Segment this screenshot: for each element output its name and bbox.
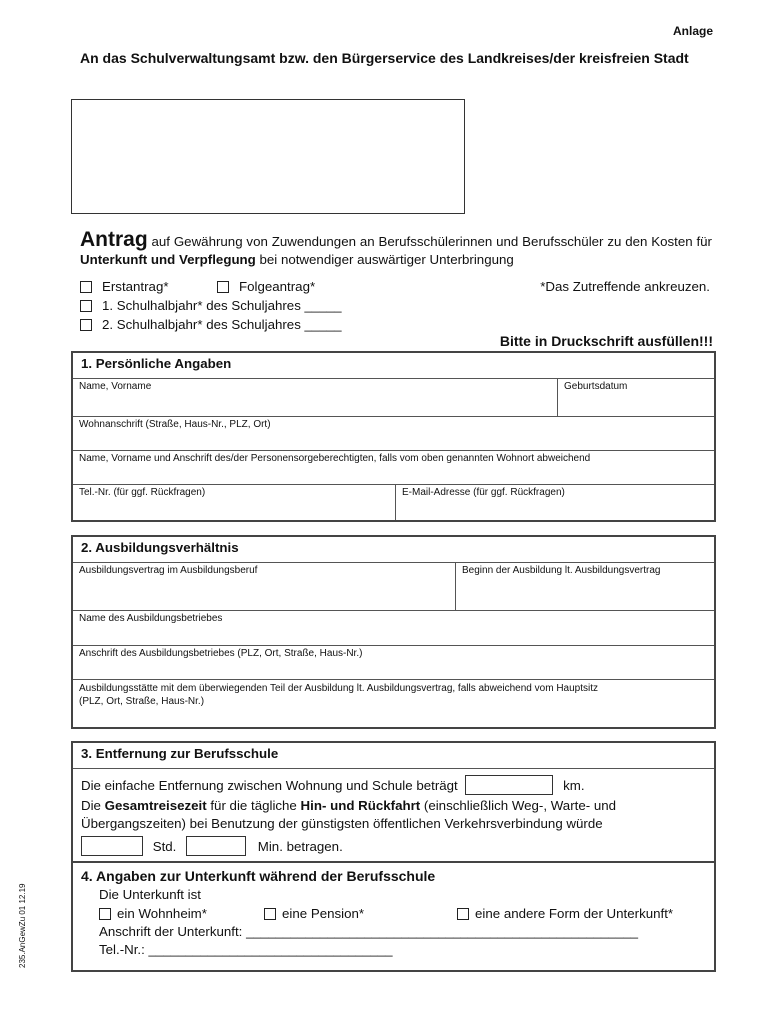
geburtsdatum-label: Geburtsdatum <box>564 381 628 392</box>
folgeantrag-option[interactable] <box>217 279 315 294</box>
wohnheim-option[interactable] <box>99 905 207 923</box>
section-2-title: 2. Ausbildungsverhältnis <box>73 537 714 563</box>
pension-option[interactable] <box>264 905 364 923</box>
tel-field[interactable] <box>73 485 395 520</box>
antrag-text: auf Gewährung von Zuwendungen an Berufsschülerinnen und Berufsschüler zu den Kosten für <box>147 234 712 249</box>
km-input[interactable] <box>465 775 553 795</box>
reisezeit-text-e: (einschließlich Weg-, Warte- und <box>420 798 617 813</box>
erstantrag-checkbox[interactable] <box>80 281 92 293</box>
tel-label: Tel.-Nr. (für ggf. Rückfragen) <box>79 487 206 498</box>
erstantrag-label: Erstantrag* <box>102 279 169 294</box>
reisezeit-text-2: Übergangszeiten) bei Benutzung der günstigsten öffentlichen Verkehrsverbindung würde <box>81 816 603 831</box>
staette-field[interactable] <box>73 680 714 727</box>
name-field[interactable] <box>73 379 557 416</box>
std-label: Std. <box>152 839 177 854</box>
form-code: 235.AnGewZu 01 12.19 <box>18 883 27 968</box>
min-input[interactable] <box>186 836 246 856</box>
name-label: Name, Vorname <box>79 381 152 392</box>
wohnanschrift-field[interactable] <box>73 417 714 450</box>
wohnheim-label: ein Wohnheim* <box>117 906 207 921</box>
halbjahr1-label: 1. Schulhalbjahr* des Schuljahres _____ <box>102 298 342 313</box>
email-label: E-Mail-Adresse (für ggf. Rückfragen) <box>402 487 565 498</box>
antrag-heading <box>80 228 712 269</box>
section-unterkunft <box>71 861 716 972</box>
vertrag-field[interactable] <box>73 563 455 610</box>
section-personal <box>71 351 716 522</box>
unterkunft-tel[interactable]: Tel.-Nr.: _________________________________ <box>99 942 393 957</box>
section-3-title: 3. Entfernung zur Berufsschule <box>73 743 714 769</box>
betrieb-anschrift-label: Anschrift des Ausbildungsbetriebes (PLZ, Ort, Straße, Haus-Nr.) <box>79 648 363 659</box>
recipient-heading: An das Schulverwaltungsamt bzw. den Bürgerservice des Landkreises/der kreisfreien Stadt <box>80 50 689 66</box>
entfernung-label: Die einfache Entfernung zwischen Wohnung und Schule beträgt <box>81 778 458 793</box>
unterkunft-intro: Die Unterkunft ist <box>99 887 201 902</box>
beginn-label: Beginn der Ausbildung lt. Ausbildungsvertrag <box>462 565 661 576</box>
row-betrieb-anschrift <box>73 646 714 680</box>
unterkunft-text <box>73 884 714 959</box>
folgeantrag-label: Folgeantrag* <box>239 279 316 294</box>
min-label: Min. betragen. <box>257 839 343 854</box>
row-betrieb <box>73 611 714 646</box>
section-entfernung <box>71 741 716 863</box>
section-4-title: 4. Angaben zur Unterkunft während der Berufsschule <box>81 868 436 884</box>
andere-checkbox[interactable] <box>457 908 469 920</box>
betrieb-field[interactable] <box>73 611 714 645</box>
halbjahr2-option[interactable] <box>80 317 342 332</box>
row-wohnanschrift <box>73 417 714 451</box>
ankreuzen-hint: *Das Zutreffende ankreuzen. <box>540 279 710 294</box>
entfernung-text <box>73 769 714 856</box>
wohnheim-checkbox[interactable] <box>99 908 111 920</box>
reisezeit-text-a: Die <box>81 798 105 813</box>
pension-checkbox[interactable] <box>264 908 276 920</box>
druckschrift-note: Bitte in Druckschrift ausfüllen!!! <box>499 333 713 349</box>
row-staette <box>73 680 714 727</box>
antrag-text-end: bei notwendiger auswärtiger Unterbringung <box>255 252 514 267</box>
antrag-word: Antrag <box>80 228 148 251</box>
beginn-field[interactable] <box>455 563 714 610</box>
row-sorgeberechtigte <box>73 451 714 485</box>
staette-label-2: (PLZ, Ort, Straße, Haus-Nr.) <box>79 696 205 707</box>
halbjahr2-checkbox[interactable] <box>80 319 92 331</box>
hinrueck-bold: Hin- und Rückfahrt <box>300 798 421 813</box>
reisezeit-text-c: für die tägliche <box>206 798 301 813</box>
anlage-label: Anlage <box>672 24 713 38</box>
unterkunft-anschrift[interactable]: Anschrift der Unterkunft: _____________________________________________________ <box>99 924 639 939</box>
andere-option[interactable] <box>457 905 673 923</box>
sorgeberechtigte-field[interactable] <box>73 451 714 484</box>
pension-label: eine Pension* <box>282 906 365 921</box>
geburtsdatum-field[interactable] <box>557 379 714 416</box>
email-field[interactable] <box>395 485 714 520</box>
halbjahr1-checkbox[interactable] <box>80 300 92 312</box>
sorgeberechtigte-label: Name, Vorname und Anschrift des/der Personensorgeberechtigten, falls vom oben genannten Wohnort abweichend <box>79 453 591 464</box>
halbjahr1-option[interactable] <box>80 298 342 313</box>
row-vertrag <box>73 563 714 611</box>
vertrag-label: Ausbildungsvertrag im Ausbildungsberuf <box>79 565 258 576</box>
section-ausbildung <box>71 535 716 729</box>
antrag-bold: Unterkunft und Verpflegung <box>80 252 256 267</box>
halbjahr2-label: 2. Schulhalbjahr* des Schuljahres _____ <box>102 317 342 332</box>
betrieb-anschrift-field[interactable] <box>73 646 714 679</box>
wohnanschrift-label: Wohnanschrift (Straße, Haus-Nr., PLZ, Ort) <box>79 419 271 430</box>
erstantrag-option[interactable] <box>80 279 169 294</box>
km-label: km. <box>563 778 585 793</box>
row-name <box>73 379 714 417</box>
folgeantrag-checkbox[interactable] <box>217 281 229 293</box>
section-1-title: 1. Persönliche Angaben <box>73 353 714 379</box>
betrieb-label: Name des Ausbildungsbetriebes <box>79 613 223 624</box>
std-input[interactable] <box>81 836 143 856</box>
andere-label: eine andere Form der Unterkunft* <box>475 906 674 921</box>
row-kontakt <box>73 485 714 520</box>
address-box[interactable] <box>71 99 465 214</box>
reisezeit-bold: Gesamtreisezeit <box>104 798 207 813</box>
staette-label: Ausbildungsstätte mit dem überwiegenden Teil der Ausbildung lt. Ausbildungsvertrag, falls abweichend vom Hauptsitz <box>79 683 599 694</box>
